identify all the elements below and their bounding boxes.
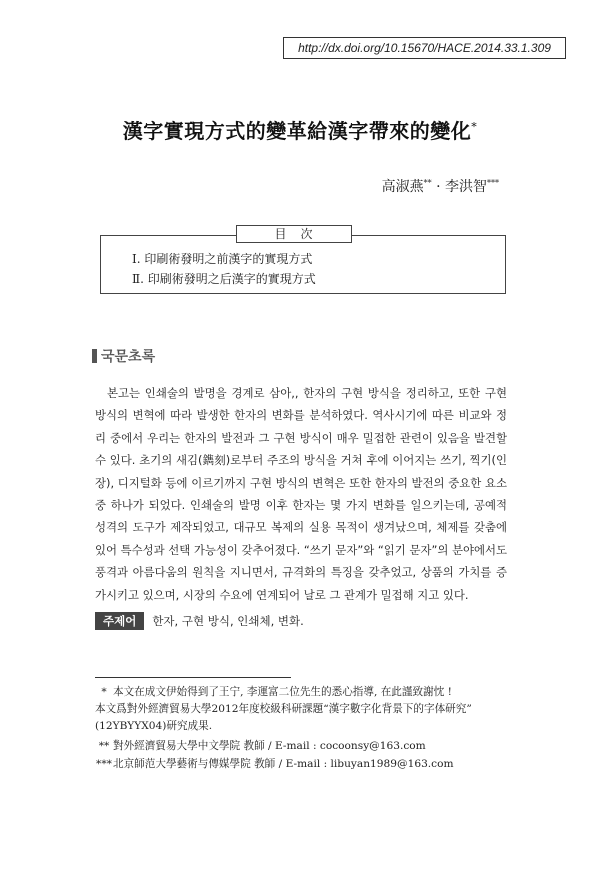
footnote-2-text: 對外經濟貿易大學中文學院 教師 / E-mail : cocoonsy@163.com <box>113 740 426 752</box>
paper-title-text: 漢字實現方式的變革給漢字帶來的變化 <box>122 119 472 143</box>
toc-item-2: Ⅱ. 印刷術發明之后漢字的實現方式 <box>132 272 316 286</box>
keywords-label: 주제어 <box>95 612 144 630</box>
footnote-1-line-3: (12YBYYX04)研究成果. <box>95 720 213 732</box>
footnote-2 <box>95 737 515 755</box>
author-line <box>382 176 499 196</box>
footnote-divider <box>95 677 291 678</box>
footnote-3 <box>95 755 515 773</box>
author-1: 高淑燕 <box>381 179 424 195</box>
abstract-paragraph: 본고는 인쇄술의 발명을 경계로 삼아,, 한자의 구현 방식을 정리하고, 또한 구현 방식의 변혁에 따라 발생한 한자의 변화를 분석하였다. 역사시기에 따른 비교와 정리 중에서 우리는 한자의 발전과 그 구현 방식이 매우 밀접한 관련이 있음을 발견할 수 있다. 초기의 새김(鐫刻)로부터 주조의 방식을 거쳐 후에 이어지는 쓰기, 찍기(인장), 디지털화 등에 이르기까지 구현 방식의 변혁은 또한 한자의 발전의 중요한 요소 중 하나가 되었다. 인쇄술의 발명 이후 한자는 몇 가지 변화를 일으키는데, 공예적 성격의 도구가 제작되었고, 대규모 복제의 실용 목적이 생겨났으며, 체제를 갖춤에 있어 특수성과 선택 가능성이 갖추어졌다. “쓰기 문자”와 “읽기 문자”의 분야에서도 풍격과 아름다움의 원칙을 지니면서, 규격화의 특징을 갖추었고, 상품의 가치를 증가시키고 있으며, 시장의 수요에 연계되어 날로 그 관계가 밀접해 지고 있다. <box>95 386 507 602</box>
author-1-mark: ** <box>423 178 432 188</box>
title-footnote-mark: * <box>471 120 478 134</box>
keywords-text: 한자, 구현 방식, 인쇄체, 변화. <box>152 614 304 628</box>
author-separator: · <box>436 179 441 195</box>
footnote-3-mark: *** <box>96 758 112 770</box>
footnote-2-mark: ** <box>98 740 110 752</box>
author-2: 李洪智 <box>445 179 487 195</box>
heading-bar-marker <box>92 349 97 363</box>
footnote-1-line-1 <box>95 683 515 701</box>
doi-link[interactable]: http://dx.doi.org/10.15670/HACE.2014.33.1.309 <box>283 37 566 59</box>
toc-item-1: Ⅰ. 印刷術發明之前漢字的實現方式 <box>132 252 313 266</box>
keywords-row <box>95 612 304 632</box>
abstract-body <box>95 382 507 606</box>
abstract-heading-text: 국문초록 <box>101 349 156 365</box>
footnote-1-line-2: 本文爲對外經濟貿易大學2012年度校級科研課題“漢字數字化背景下的字体研究” <box>95 703 472 715</box>
footnote-1-text-1: 本文在成文伊始得到了王宁, 李運富二位先生的悉心指導, 在此謹致謝忱 ! <box>113 686 452 698</box>
footnote-1-mark: * <box>101 686 107 698</box>
toc-label: 目 次 <box>236 225 352 243</box>
paper-title <box>0 115 600 144</box>
abstract-heading <box>92 346 155 366</box>
footnote-3-text: 北京師范大學藝術与傳媒學院 教師 / E-mail : libuyan1989@163.com <box>113 758 454 770</box>
author-2-mark: *** <box>487 178 499 188</box>
